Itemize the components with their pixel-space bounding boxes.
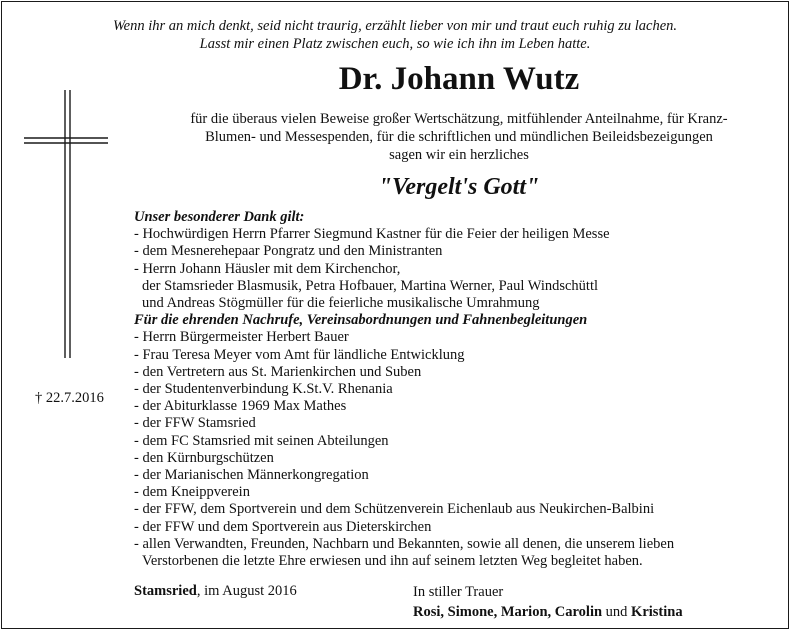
thanks-item-continued: und Andreas Stögmüller für die feierliche musikalische Umrahmung xyxy=(142,295,540,312)
thanks-heading: Für die ehrenden Nachrufe, Vereinsabordnungen und Fahnenbegleitungen xyxy=(134,312,588,329)
thanks-item-continued: der Stamsrieder Blasmusik, Petra Hofbauer, Martina Werner, Paul Windschüttl xyxy=(142,277,599,294)
thanks-item: - der FFW und dem Sportverein aus Dieterskirchen xyxy=(134,518,432,535)
thanks-item-continued: Verstorbenen die letzte Ehre erwiesen und ihn auf seinem letzten Weg begleitet haben. xyxy=(142,553,643,570)
place-date xyxy=(134,582,297,600)
thanks-item: - Herrn Bürgermeister Herbert Bauer xyxy=(134,329,349,346)
intro-line: sagen wir ein herzliches xyxy=(389,147,529,163)
cross-icon xyxy=(2,2,122,362)
deceased-name: Dr. Johann Wutz xyxy=(338,61,580,97)
thanks-item: - allen Verwandten, Freunden, Nachbarn und Bekannten, sowie all denen, die unserem lieben xyxy=(134,535,675,552)
mourner-names xyxy=(413,602,683,622)
thanks-item: - der FFW Stamsried xyxy=(134,415,256,432)
thanks-item: - dem Kneippverein xyxy=(134,484,250,501)
mourner-connector: und xyxy=(602,604,632,620)
thanks-item: - Hochwürdigen Herrn Pfarrer Siegmund Kastner für die Feier der heiligen Messe xyxy=(134,226,610,243)
thanks-item: - dem FC Stamsried mit seinen Abteilungen xyxy=(134,432,389,449)
mourner-names-part1: Rosi, Simone, Marion, Carolin xyxy=(413,604,603,620)
intro-text xyxy=(130,110,788,164)
motto-line: Lasst mir einen Platz zwischen euch, so wie ich ihn im Leben hatte. xyxy=(199,36,591,52)
date-text: , im August 2016 xyxy=(196,583,297,599)
thanks-item: - Herrn Johann Häusler mit dem Kirchenchor, xyxy=(134,260,401,277)
thanks-item: - dem Mesnerehepaar Pongratz und den Ministranten xyxy=(134,243,443,260)
thanks-item: - Frau Teresa Meyer vom Amt für ländliche Entwicklung xyxy=(134,346,465,363)
death-date: † 22.7.2016 xyxy=(35,390,104,406)
thanks-item: - der Marianischen Männerkongregation xyxy=(134,467,369,484)
vergelts-gott-heading: "Vergelt's Gott" xyxy=(378,174,540,200)
mourning-signature xyxy=(413,582,683,622)
thanks-heading: Unser besonderer Dank gilt: xyxy=(134,209,305,225)
intro-line: Blumen- und Messespenden, für die schriftlichen und mündlichen Beileidsbezeigungen xyxy=(205,129,713,145)
intro-line: für die überaus vielen Beweise großer Wertschätzung, mitfühlender Anteilnahme, für Kranz- xyxy=(190,111,728,127)
thanks-item: - der FFW, dem Sportverein und dem Schützenverein Eichenlaub aus Neukirchen-Balbini xyxy=(134,501,655,518)
motto-line: Wenn ihr an mich denkt, seid nicht traurig, erzählt lieber von mir und traut euch ruhig zu lachen. xyxy=(112,18,678,34)
thanks-item: - der Abiturklasse 1969 Max Mathes xyxy=(134,398,347,415)
place: Stamsried xyxy=(134,583,197,599)
thanks-item: - der Studentenverbindung K.St.V. Rhenania xyxy=(134,381,393,398)
thanks-list xyxy=(134,209,728,570)
mourner-names-part2: Kristina xyxy=(631,604,683,620)
mourning-label: In stiller Trauer xyxy=(413,584,504,600)
thanks-item: - den Vertretern aus St. Marienkirchen und Suben xyxy=(134,363,422,380)
obituary-notice xyxy=(1,1,789,629)
thanks-item: - den Kürnburgschützen xyxy=(134,449,274,466)
